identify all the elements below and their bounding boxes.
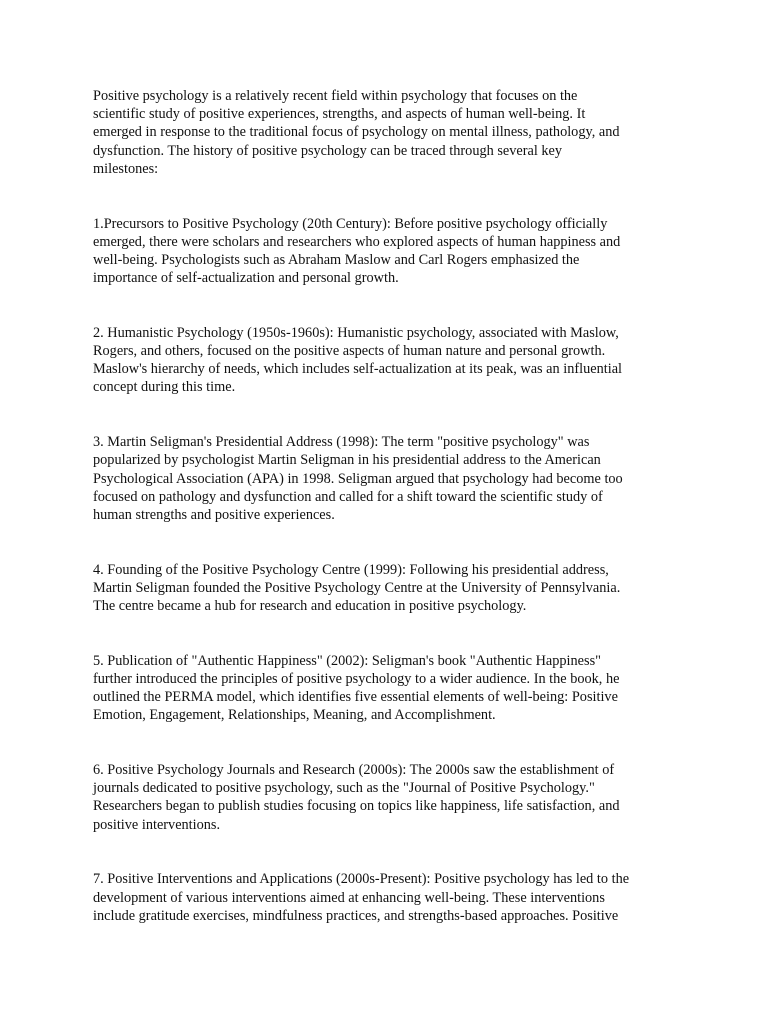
milestone-seligman-address: 3. Martin Seligman's Presidential Address (1998): The term "positive psychology" was popularized by psychologist Martin Seligman in his presidential address to the American Psychological Association (APA) in 1998. Seligman argued that psychology had become too focused on pathology and dysfunction and called for a shift toward the scientific study of human strengths and positive experiences. bbox=[93, 434, 623, 523]
milestone-journals-research: 6. Positive Psychology Journals and Research (2000s): The 2000s saw the establishment of journals dedicated to positive psychology, such as the "Journal of Positive Psychology." Researchers began to publish studies focusing on topics like happiness, life satisfaction, and positive interventions. bbox=[93, 762, 620, 833]
milestone-humanistic-psychology: 2. Humanistic Psychology (1950s-1960s): Humanistic psychology, associated with Maslow, Rogers, and others, focused on the positive aspects of human nature and personal growth. Maslow's hierarchy of needs, which includes self-actualization at its peak, was an influential concept during this time. bbox=[93, 324, 623, 396]
milestone-interventions: 7. Positive Interventions and Applications (2000s-Present): Positive psychology has led to the development of various interventions aimed at enhancing well-being. These interventions include gratitude exercises, mindfulness practices, and strengths-based approaches. Positive bbox=[93, 871, 630, 924]
milestone-positive-psychology-centre: 4. Founding of the Positive Psychology Centre (1999): Following his presidential address, Martin Seligman founded the Positive Psychology Centre at the University of Pennsylvania. The centre became a hub for research and education in positive psychology. bbox=[93, 561, 621, 615]
document-body bbox=[93, 87, 683, 925]
intro-paragraph: Positive psychology is a relatively recent field within psychology that focuses on the scientific study of positive experiences, strengths, and aspects of human well-being. It emerged in response to the traditional focus of psychology on mental illness, pathology, and dysfunction. The history of positive psychology can be traced through several key milestones: bbox=[93, 88, 620, 177]
milestone-precursors: 1.Precursors to Positive Psychology (20th Century): Before positive psychology officially emerged, there were scholars and researchers who explored aspects of human happiness and well-being. Psychologists such as Abraham Maslow and Carl Rogers emphasized the importance of self-actualization and personal growth. bbox=[93, 215, 621, 287]
milestone-authentic-happiness: 5. Publication of "Authentic Happiness" (2002): Seligman's book "Authentic Happiness" further introduced the principles of positive psychology to a wider audience. In the book, he outlined the PERMA model, which identifies five essential elements of well-being: Positive Emotion, Engagement, Relationships, Meaning, and Accomplishment. bbox=[93, 652, 620, 724]
